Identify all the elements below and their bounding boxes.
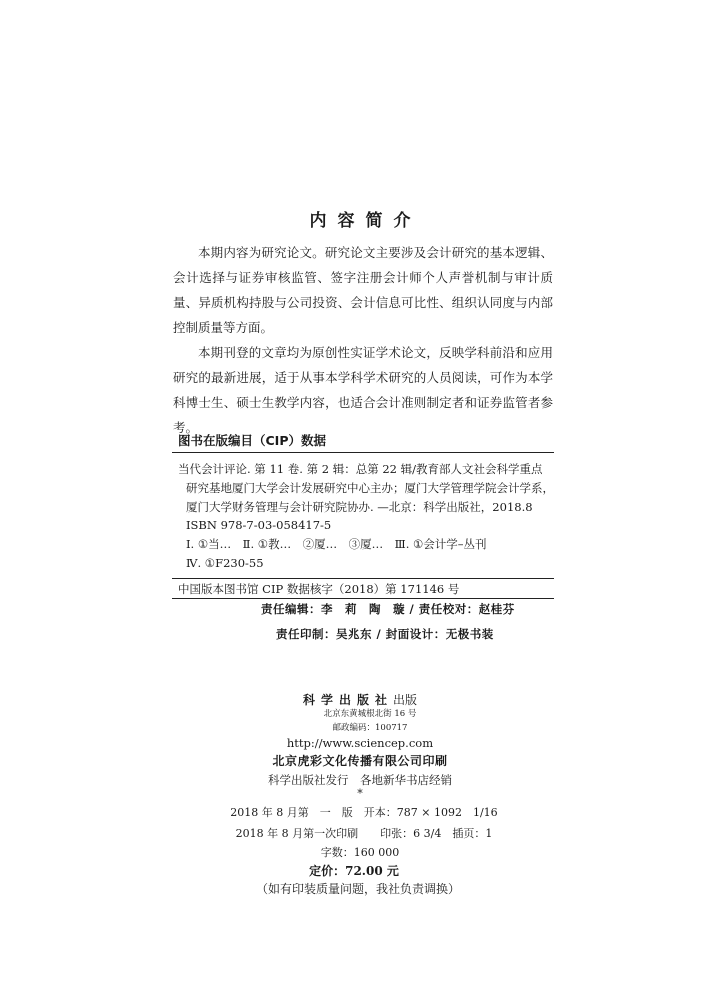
cip-line: Ⅳ. ①F230-55 (186, 555, 264, 570)
cip-line: 当代会计评论. 第 11 卷. 第 2 辑：总第 22 辑/教育部人文社会科学重点 (178, 462, 543, 476)
publisher-line (0, 691, 720, 708)
printing-info: 2018 年 8 月第一次印刷 印张：6 3/4 插页：1 (235, 827, 493, 840)
intro-body (173, 240, 553, 440)
quality-note: （如有印装质量问题，我社负责调换） (255, 882, 460, 896)
production-credits: 责任印制：吴兆东 / 封面设计：无极书装 (276, 627, 494, 641)
cip-bottom-rule (172, 598, 554, 599)
intro-paragraph: 本期内容为研究论文。研究论文主要涉及会计研究的基本逻辑、会计选择与证券审核监管、签字注册会计师个人声誉机制与审计质量、异质机构持股与公司投资、会计信息可比性、组织认同度与内部控制质量等方面。 (173, 245, 553, 335)
edition-info: 2018 年 8 月第 一 版 开本：787 × 1092 1/16 (230, 806, 498, 819)
printer-line: 北京虎彩文化传播有限公司印刷 (272, 754, 448, 768)
publisher-address: 北京东黄城根北街 16 号 (323, 709, 417, 719)
cip-block (178, 460, 553, 573)
intro-heading: 内容简介 (309, 211, 422, 231)
word-count: 字数：160 000 (320, 846, 400, 859)
editor-credits: 责任编辑：李 莉 陶 璇 / 责任校对：赵桂芬 (261, 602, 515, 616)
cip-line: 研究基地厦门大学会计发展研究中心主办；厦门大学管理学院会计学系， (186, 480, 554, 495)
publisher-website: http://www.sciencep.com (286, 736, 434, 750)
cip-line: Ⅰ. ①当… Ⅱ. ①教… ②厦… ③厦… Ⅲ. ①会计学–丛刊 (186, 537, 487, 552)
cip-title: 图书在版编目（CIP）数据 (178, 433, 326, 448)
cip-record-number: 中国版本图书馆 CIP 数据核字（2018）第 171146 号 (178, 582, 460, 596)
cip-middle-rule (172, 578, 554, 579)
cip-line: ISBN 978-7-03-058417-5 (186, 518, 332, 533)
price: 定价：72.00 元 (309, 864, 399, 878)
publisher-name: 科学出版社 (302, 693, 393, 707)
separator-star: * (357, 787, 363, 800)
publisher-postcode: 邮政编码：100717 (332, 723, 408, 733)
cip-top-rule (172, 452, 554, 453)
cip-line: 厦门大学财务管理与会计研究院协办. —北京：科学出版社，2018.8 (186, 499, 533, 514)
distribution-line: 科学出版社发行 各地新华书店经销 (268, 773, 452, 787)
publisher-suffix: 出版 (393, 693, 418, 707)
intro-paragraph: 本期刊登的文章均为原创性实证学术论文，反映学科前沿和应用研究的最新进展，适于从事本学科学术研究的人员阅读，可作为本学科博士生、硕士生教学内容，也适合会计准则制定者和证券监管者参考。 (173, 345, 553, 435)
